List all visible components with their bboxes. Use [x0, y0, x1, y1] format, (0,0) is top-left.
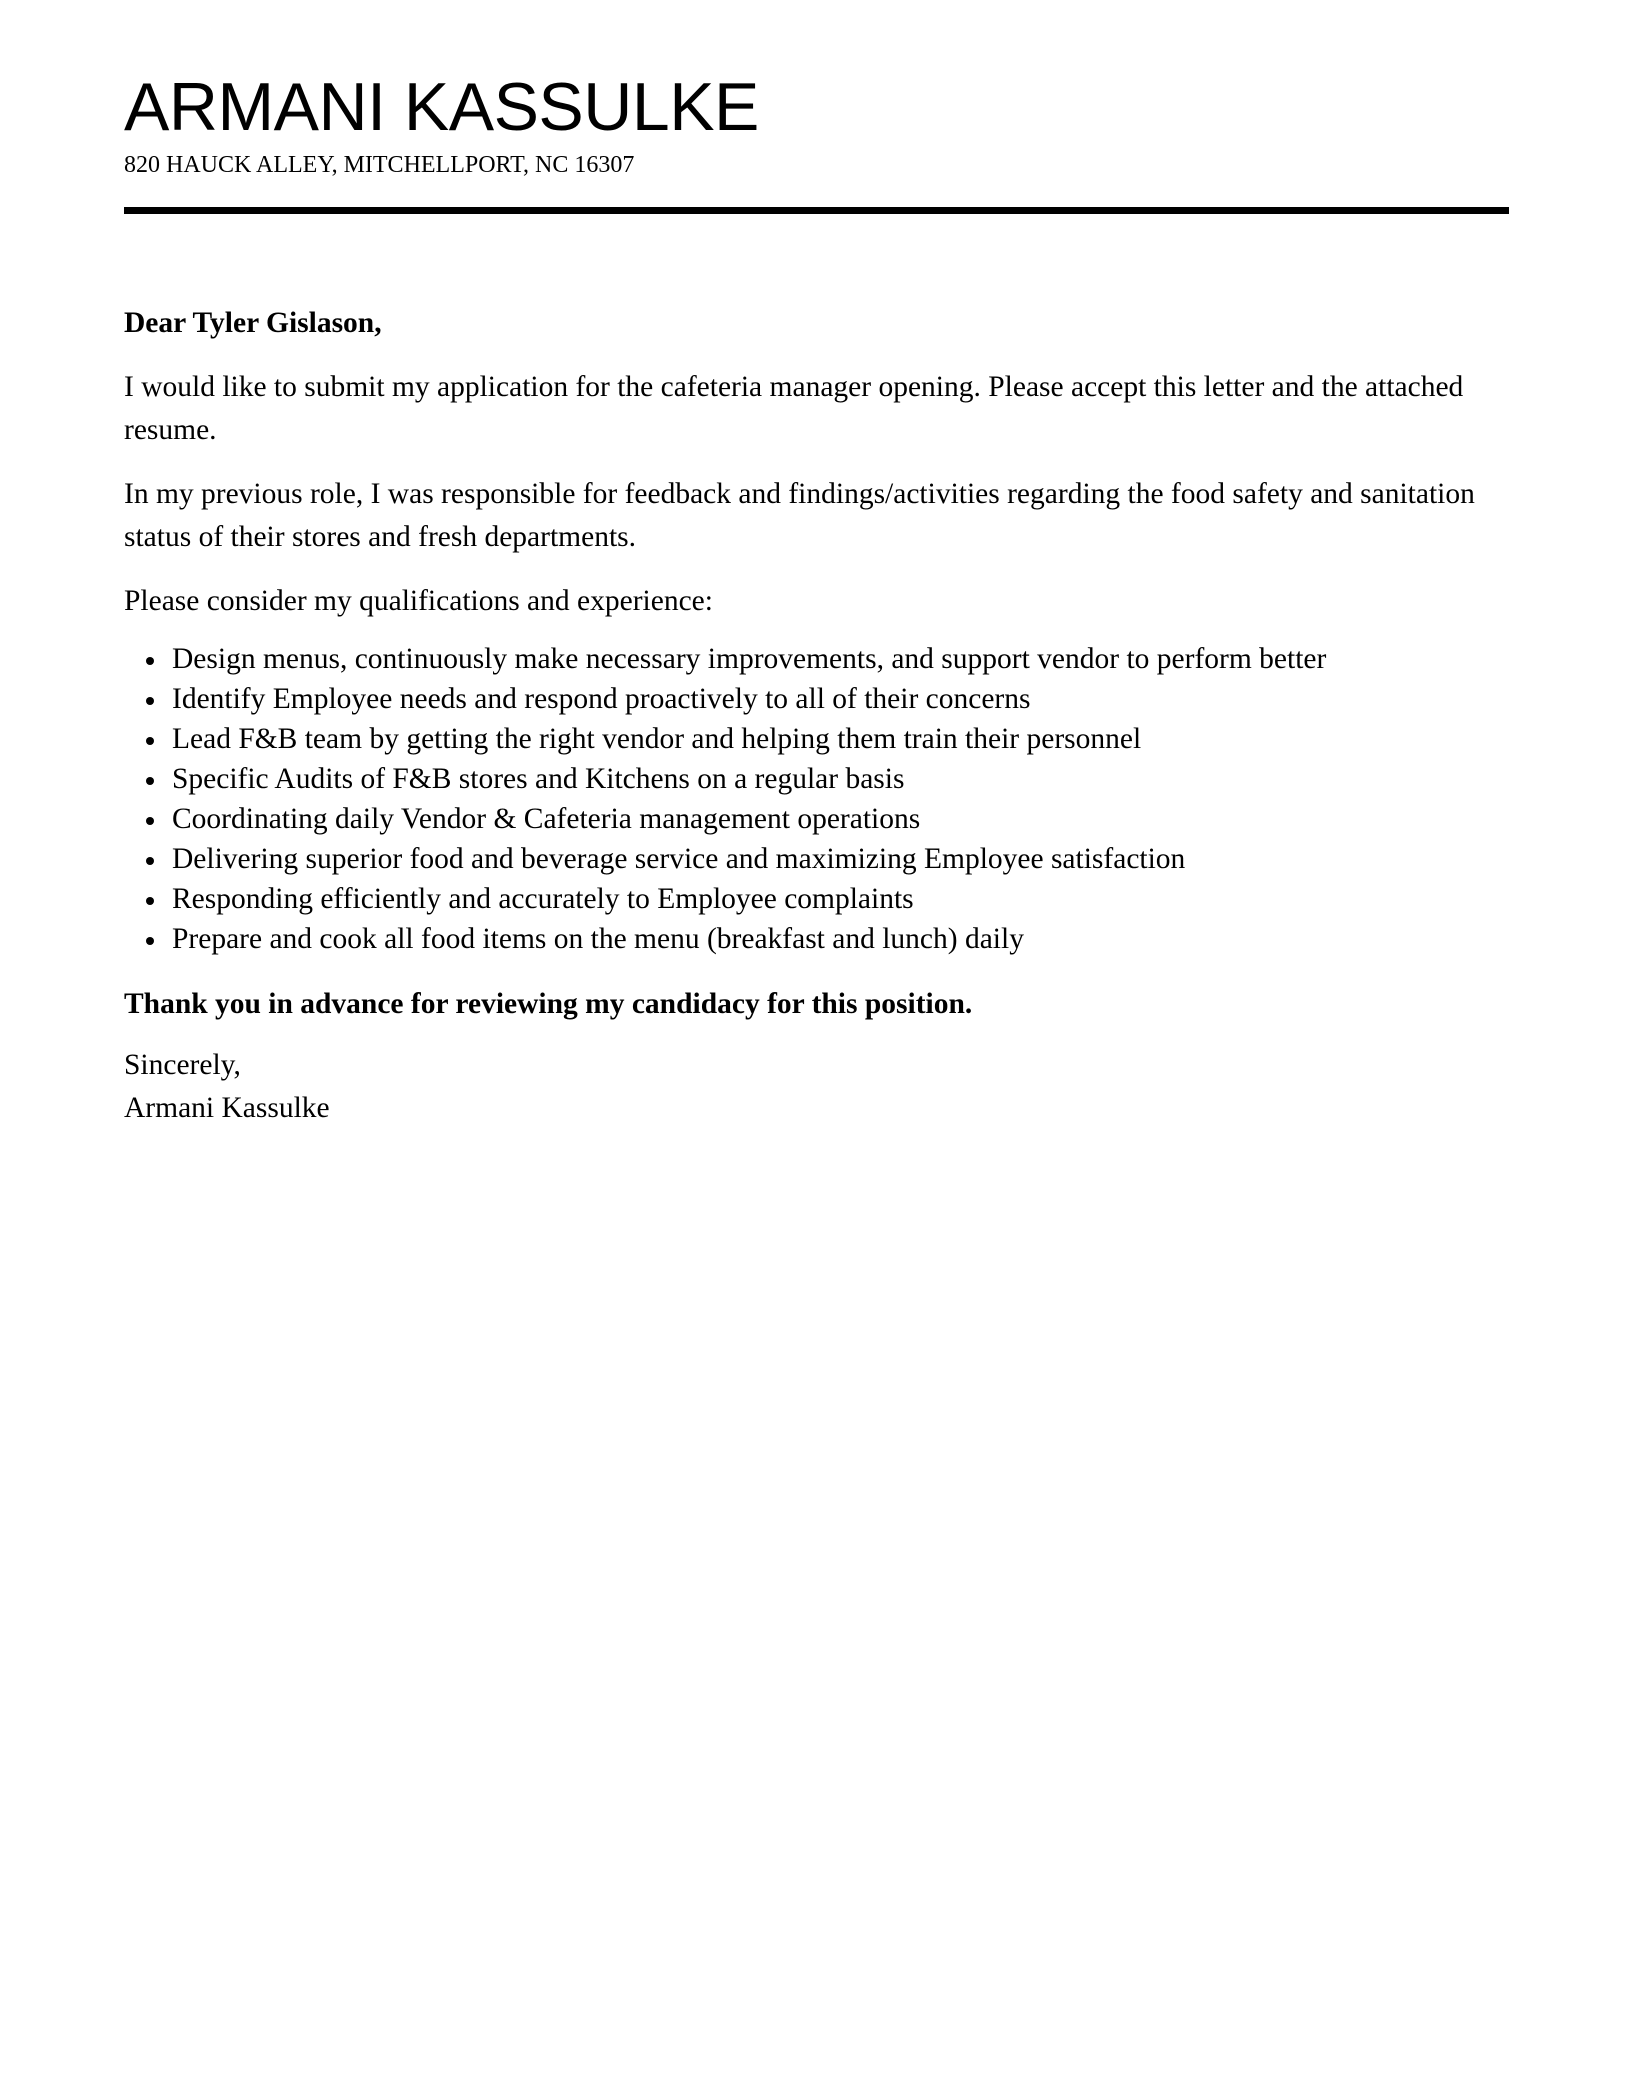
applicant-address: 820 HAUCK ALLEY, MITCHELLPORT, NC 16307 — [124, 152, 635, 178]
intro-paragraph: I would like to submit my application for the cafeteria manager opening. Please accept this letter and the attached resume. — [124, 371, 1464, 446]
list-item: Prepare and cook all food items on the menu (breakfast and lunch) daily — [172, 919, 1509, 959]
closing-statement: Thank you in advance for reviewing my candidacy for this position. — [124, 988, 973, 1020]
header-divider — [124, 207, 1509, 214]
list-item: Lead F&B team by getting the right vendor and helping them train their personnel — [172, 719, 1509, 759]
qualifications-list — [124, 639, 1509, 959]
list-item: Delivering superior food and beverage service and maximizing Employee satisfaction — [172, 839, 1509, 879]
salutation: Dear Tyler Gislason, — [124, 307, 382, 339]
signature: Armani Kassulke — [124, 1092, 330, 1124]
signoff: Sincerely, — [124, 1049, 241, 1081]
qualifications-intro: Please consider my qualifications and experience: — [124, 585, 713, 617]
list-item: Coordinating daily Vendor & Cafeteria management operations — [172, 799, 1509, 839]
letter-body — [124, 302, 1509, 1130]
experience-paragraph: In my previous role, I was responsible for feedback and findings/activities regarding the food safety and sanitation status of their stores and fresh departments. — [124, 478, 1475, 553]
applicant-name: ARMANI KASSULKE — [124, 69, 759, 145]
list-item: Design menus, continuously make necessary improvements, and support vendor to perform better — [172, 639, 1509, 679]
list-item: Responding efficiently and accurately to Employee complaints — [172, 879, 1509, 919]
list-item: Identify Employee needs and respond proactively to all of their concerns — [172, 679, 1509, 719]
list-item: Specific Audits of F&B stores and Kitchens on a regular basis — [172, 759, 1509, 799]
